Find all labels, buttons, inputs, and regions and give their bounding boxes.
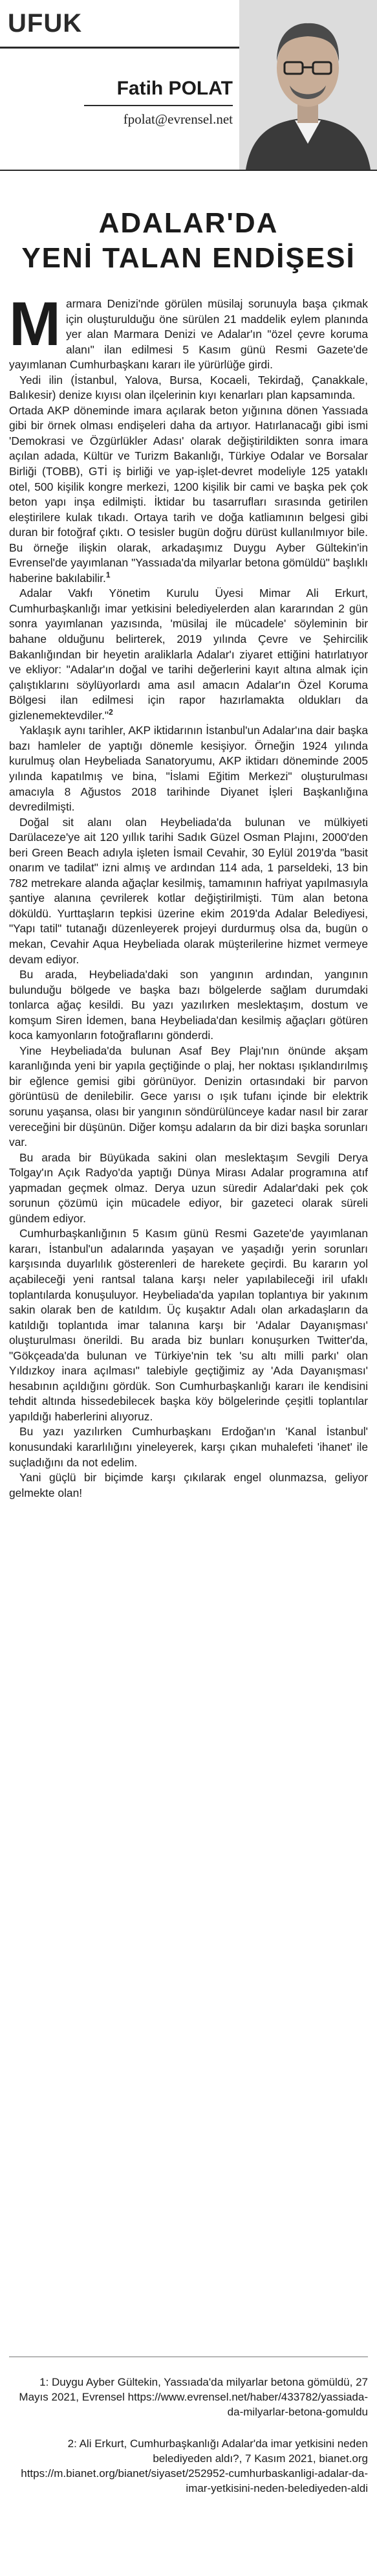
header-bottom-divider <box>0 170 377 171</box>
article-headline <box>0 206 377 276</box>
headline-line-1: ADALAR'DA <box>98 207 279 239</box>
paragraph: Yaklaşık aynı tarihler, AKP iktidarının İstanbul'un Adalar'ına dair başka bazı hamleler de yaptığı dönemle kesişiyor. Örneğin 1924 yılında kurulmuş olan Heybeliada Sanatoryumu, AKP iktidarı döneminde 2005 yılında kapatılmış ve bina, "İslami Eğitim Merkezi" oluşturulması amacıyla 8 Ağustos 2018 tarihinde Diyanet İşleri Başkanlığına devredilmişti. <box>9 724 368 814</box>
author-name: Fatih POLAT <box>116 78 233 99</box>
footnotes <box>9 2375 368 2513</box>
paragraph: Cumhurbaşkanlığının 5 Kasım günü Resmi Gazete'de yayımlanan kararı, İstanbul'un adalarında yaşayan ve yaşadığı yerin sorunları karşısında duyarlılık gösterenleri de harekete geçirdi. Bu kararın yol açabileceği yeni rantsal talana karşı neler yapılabileceği iril ufaklı toplantılarda konuşuluyor. Heybeliada'da yapılan toplantıya bir yakınım sakin olarak ben de katıldım. Üç kuşaktır Adalı olan arkadaşların da katıldığı toplantıda imar talanına karşı bir 'Adalar Dayanışması' oluşturulması önerildi. Bu arada biz bunları konuşurken Twitter'da, "Gökçeada'da bulunan ve Türkiye'nin tek 'su altı milli parkı' olan Yıldızkoy inara açılması" talebiyle geçtiğimiz ay 'Ada Dayanışması' hesabının açıldığını gördük. Son Cumhurbaşkanlığı kararı ile kendisini tehdit altında hissedebilecek başka köy bölgelerinde çeşitli toplantılar yapıldığı haberlerini alıyoruz. <box>9 1227 368 1423</box>
author-email: fpolat@evrensel.net <box>123 111 233 127</box>
article-body <box>9 289 368 1501</box>
paragraph: Yedi ilin (İstanbul, Yalova, Bursa, Kocaeli, Tekirdağ, Çanakkale, Balıkesir) denize kıyısı olan ilçelerinin kıyı kenarları plan kapsamında. <box>9 373 368 402</box>
footnote-1[interactable]: 1: Duygu Ayber Gültekin, Yassıada'da milyarlar betona gömüldü, 27 Mayıs 2021, Evrensel https://www.evrensel.net/haber/433782/yassiada-da-milyarlar-betona-gomuldu <box>19 2376 368 2418</box>
paragraph: Marmara Denizi'nde görülen müsilaj sorunuyla başa çıkmak için oluşturulduğu öne sürülen 21 maddelik eylem planında yer alan Marmara Denizi ve Adalar'ın "özel çevre koruma alanı" ilan edilmesi 5 Kasım günü Resmi Gazete'de yayımlanan Cumhurbaşkanı kararı ile yürürlüğe girdi. <box>9 289 368 372</box>
paragraph: Yani güçlü bir biçimde karşı çıkılarak engel olunmazsa, geliyor gelmekte olan! <box>9 1471 368 1499</box>
paragraph: Bu arada, Heybeliada'daki son yangının ardından, yangının bulunduğu bölgede ve başka bazı bölgelerde sağlam durumdaki tonlarca ağaç kesildi. Bu yazı yazılırken meslektaşım, dostum ve komşum Siren İdemen, bana Heybeliada'dan kesilmiş ağaçları götüren koca kamyonların fotoğraflarını gönderdi. <box>9 968 368 1042</box>
paragraph: Bu yazı yazılırken Cumhurbaşkanı Erdoğan'ın 'Kanal İstanbul' konusundaki kararlılığını yineleyerek, karşı çıkan muhalefeti 'ihanet' ile suçladığını da not edelim. <box>9 1425 368 1469</box>
paragraph: Adalar Vakfı Yönetim Kurulu Üyesi Mimar Ali Erkurt, Cumhurbaşkanlığı imar yetkisini belediyelerden alan kararından 2 gün sonra yayımlanan yazısında, 'müsilaj ile mücadele' söyleminin bir bahane olduğunu belirterek, 2019 yılında Çevre ve Şehircilik Bakanlığından bir heyetin araliklarla Adalar'ı ziyaret ettiğini hatırlatıyor ve ekliyor: "Adalar'ın doğal ve tarihi değerlerini kayıt altına almak için çalıştıklarını söylüyorlardı ama asıl amacın Adalar'ın Özel Koruma Bölgesi ilan edilmesi için rapor hazırlamakta oldukları da gizlenemektevdiler."$^2$ <box>9 587 368 722</box>
footnote-2[interactable]: 2: Ali Erkurt, Cumhurbaşkanlığı Adalar'da imar yetkisini neden belediyeden aldı?, 7 Kasım 2021, bianet.org https://m.bianet.org/bianet/siyaset/252952-cumhurbaskanligi-adalar-da-imar-yetkisini-neden-belediyeden-aldi <box>21 2437 368 2494</box>
author-portrait-icon <box>239 0 377 170</box>
headline-line-2: YENİ TALAN ENDİŞESİ <box>21 242 356 274</box>
paragraph: Doğal sit alanı olan Heybeliada'da bulunan ve mülkiyeti Darülaceze'ye ait 120 yıllık tarihi Sadık Güzel Osman Plajını, 2000'den beri Green Beach adıyla işleten İsmail Cevahir, 30 Eylül 2019'da "basit onarım ve tadilat" izni almış ve ardından 114 ada, 1 parseldeki, 13 bin 782 metrekare alanda ağaçlar kesilmiş, tamamının hafriyat yapılmasıyla şantiye alanına çevrilerek kotlar değiştirilmişti. Tüm alan betona döküldü. Yurttaşların tepkisi üzerine ekim 2019'da Adalar Belediyesi, "Yapı tatil" tutanağı düzenleyerek projeyi durdurmuş olsa da, bugün o mekan, Cevahir Aqua Heybeliada olarak müşterilerine hizmet vermeye devam ediyor. <box>9 815 368 966</box>
paragraph: Ortada AKP döneminde imara açılarak beton yığınına dönen Yassıada gibi bir örnek olması endişeleri daha da artıyor. Hatırlanacağı gibi ismi 'Demokrasi ve Özgürlükler Adası' olarak değiştirildikten sonra imara açılan adada, Kültür ve Turizm Bakanlığı, Türkiye Odalar ve Borsalar Birliği (TOBB), GTİ iş birliği ve yap-işlet-devret modeliyle 125 yataklı otel, 500 kişilik kongre merkezi, 1200 kişilik bir cami ve başka pek çok beton yapı inşa edilmişti. İktidar bu tasarrufları sırasında getirilen eleştirilere kulak tıkadı. Ortaya tarih ve doğa katliamının belgesi gibi duran bir fotoğraf çıktı. O tesisler bugün doğru dürüst kullanılmıyor bile. Bu örneğe ilişkin olarak, arkadaşımız Duygu Ayber Gültekin'in Evrensel'de yayımlanan "Yassıada'da milyarlar betona gömüldü" başlıklı haberine bakılabilir.$^1$ <box>9 403 368 585</box>
footnote-ref-1[interactable]: 1 <box>105 570 111 580</box>
author-photo <box>239 0 377 170</box>
author-block <box>84 78 233 128</box>
column-header <box>0 0 377 188</box>
footnote-ref-2[interactable]: 2 <box>109 707 113 717</box>
paragraph: Bu arada bir Büyükada sakini olan meslektaşım Sevgili Derya Tolgay'ın Açık Radyo'da yaptığı Dünya Mirası Adalar programına atıf yapmadan geçmek olmaz. Derya uzun süredir Adalar'daki pek çok sorunun çözümü için mücadele ediyor, bir gazeteci olarak süreli gündem ediyor. <box>9 1150 368 1225</box>
section-title: UFUK <box>8 9 83 38</box>
author-divider <box>84 105 233 106</box>
drop-cap: M <box>9 289 61 359</box>
paragraph: Yine Heybeliada'da bulunan Asaf Bey Plajı'nın önünde akşam karanlığında yeni bir yapıla geçtiğinde o plaj, her noktası ışıklandırılmış bir eğlence gemisi gibi görünüyor. Denizin ortasındaki bir parvon görüntüsü de denilebilir. Gece yarısı o ışık tufanı içinde bir elektrik sorunu yaşansa, olası bir yangının söndürülünceye kadar nasıl bir zarar vereceğini bir düşünün. Diğer komşu adaların da bir dizi başka sorunları var. <box>9 1044 368 1149</box>
